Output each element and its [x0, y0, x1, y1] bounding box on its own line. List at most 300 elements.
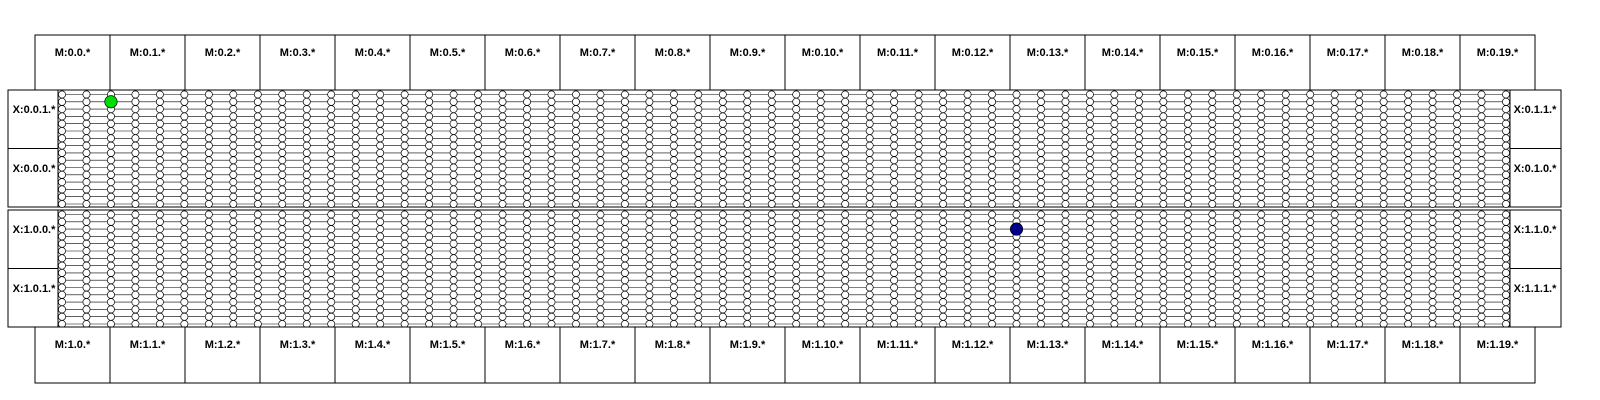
grid-node	[1209, 218, 1216, 225]
bottom-module-box	[1010, 327, 1085, 383]
grid-node	[377, 255, 384, 262]
grid-node	[523, 240, 530, 247]
grid-node	[58, 135, 65, 142]
grid-node	[132, 299, 139, 306]
grid-node	[1429, 113, 1436, 120]
grid-node	[988, 193, 995, 200]
grid-node	[768, 226, 775, 233]
grid-node	[719, 164, 726, 171]
grid-node	[719, 106, 726, 113]
grid-node	[1013, 120, 1020, 127]
grid-node	[1502, 106, 1509, 113]
grid-node	[1013, 299, 1020, 306]
grid-node	[548, 262, 555, 269]
grid-node	[474, 135, 481, 142]
grid-node	[58, 157, 65, 164]
grid-node	[1160, 200, 1167, 207]
grid-node	[1307, 226, 1314, 233]
grid-node	[548, 226, 555, 233]
grid-node	[1037, 142, 1044, 149]
grid-node	[572, 98, 579, 105]
grid-node	[1502, 247, 1509, 254]
grid-node	[1453, 247, 1460, 254]
grid-node	[1062, 179, 1069, 186]
grid-node	[1282, 120, 1289, 127]
grid-node	[474, 179, 481, 186]
grid-node	[254, 255, 261, 262]
grid-node	[548, 247, 555, 254]
grid-node	[1037, 135, 1044, 142]
grid-node	[621, 218, 628, 225]
grid-node	[230, 91, 237, 98]
grid-node	[1453, 277, 1460, 284]
grid-node	[1405, 157, 1412, 164]
grid-node	[621, 149, 628, 156]
grid-node	[132, 218, 139, 225]
grid-node	[842, 277, 849, 284]
grid-node	[474, 157, 481, 164]
grid-node	[1160, 247, 1167, 254]
grid-node	[988, 240, 995, 247]
grid-node	[499, 200, 506, 207]
top-module-box	[860, 35, 935, 90]
grid-node	[156, 247, 163, 254]
grid-node	[646, 277, 653, 284]
top-module-label: M:0.17.*	[1326, 46, 1369, 59]
grid-node	[132, 306, 139, 313]
grid-node	[1356, 262, 1363, 269]
grid-node	[891, 113, 898, 120]
grid-node	[939, 113, 946, 120]
grid-node	[1209, 127, 1216, 134]
grid-node	[426, 164, 433, 171]
grid-node	[1062, 171, 1069, 178]
grid-node	[1405, 113, 1412, 120]
grid-node	[1478, 218, 1485, 225]
grid-node	[597, 313, 604, 320]
grid-node	[1380, 233, 1387, 240]
grid-node	[719, 255, 726, 262]
grid-node	[1380, 120, 1387, 127]
grid-node	[58, 120, 65, 127]
grid-node	[1233, 193, 1240, 200]
grid-node	[230, 200, 237, 207]
grid-node	[719, 142, 726, 149]
grid-node	[352, 313, 359, 320]
grid-node	[1405, 291, 1412, 298]
top-module-box	[710, 35, 785, 90]
grid-node	[328, 157, 335, 164]
grid-node	[230, 240, 237, 247]
grid-node	[548, 149, 555, 156]
grid-node	[1135, 255, 1142, 262]
grid-node	[499, 262, 506, 269]
grid-node	[377, 291, 384, 298]
grid-node	[181, 306, 188, 313]
grid-node	[58, 142, 65, 149]
grid-node	[646, 186, 653, 193]
grid-node	[254, 98, 261, 105]
grid-node	[1135, 164, 1142, 171]
grid-node	[1135, 233, 1142, 240]
grid-node	[377, 142, 384, 149]
grid-node	[1037, 218, 1044, 225]
grid-node	[1356, 277, 1363, 284]
grid-node	[768, 200, 775, 207]
grid-node	[156, 149, 163, 156]
grid-node	[768, 233, 775, 240]
top-module-label: M:0.5.*	[429, 46, 466, 59]
grid-node	[426, 247, 433, 254]
grid-node	[768, 135, 775, 142]
grid-node	[572, 113, 579, 120]
grid-node	[1429, 284, 1436, 291]
grid-node	[1258, 291, 1265, 298]
grid-node	[768, 157, 775, 164]
bottom-module-box	[1460, 327, 1535, 383]
grid-node	[303, 233, 310, 240]
grid-node	[523, 291, 530, 298]
grid-node	[474, 120, 481, 127]
grid-node	[279, 218, 286, 225]
grid-node	[939, 142, 946, 149]
grid-node	[1307, 200, 1314, 207]
grid-node	[1086, 98, 1093, 105]
grid-node	[1429, 171, 1436, 178]
grid-node	[58, 98, 65, 105]
grid-node	[964, 313, 971, 320]
grid-node	[499, 211, 506, 218]
grid-node	[817, 255, 824, 262]
grid-node	[1184, 291, 1191, 298]
grid-node	[1184, 127, 1191, 134]
grid-node	[939, 171, 946, 178]
grid-node	[1258, 284, 1265, 291]
grid-node	[1502, 149, 1509, 156]
top-module-labels	[35, 35, 1535, 90]
grid-node	[1356, 313, 1363, 320]
grid-node	[58, 313, 65, 320]
grid-node	[1184, 218, 1191, 225]
grid-node	[646, 284, 653, 291]
top-module-box	[785, 35, 860, 90]
grid-node	[793, 171, 800, 178]
grid-node	[426, 262, 433, 269]
grid-node	[205, 291, 212, 298]
grid-node	[646, 142, 653, 149]
grid-node	[670, 226, 677, 233]
grid-node	[793, 200, 800, 207]
grid-node	[1062, 233, 1069, 240]
grid-node	[1502, 269, 1509, 276]
bottom-module-box	[635, 327, 710, 383]
grid-node	[1135, 127, 1142, 134]
grid-node	[695, 186, 702, 193]
grid-node	[1209, 186, 1216, 193]
grid-node	[842, 247, 849, 254]
top-module-label: M:0.18.*	[1401, 46, 1444, 59]
grid-node	[181, 313, 188, 320]
grid-node	[83, 120, 90, 127]
grid-node	[621, 98, 628, 105]
grid-node	[866, 106, 873, 113]
grid-node	[939, 193, 946, 200]
grid-node	[1331, 269, 1338, 276]
grid-node	[915, 306, 922, 313]
grid-node	[646, 226, 653, 233]
grid-node	[181, 233, 188, 240]
grid-node	[866, 113, 873, 120]
bottom-module-box	[185, 327, 260, 383]
grid-node	[401, 277, 408, 284]
grid-node	[1331, 313, 1338, 320]
grid-node	[1502, 186, 1509, 193]
grid-node	[1405, 193, 1412, 200]
grid-node	[621, 262, 628, 269]
grid-node	[1233, 291, 1240, 298]
grid-node	[670, 211, 677, 218]
grid-node	[988, 226, 995, 233]
grid-node	[1307, 120, 1314, 127]
grid-node	[1135, 226, 1142, 233]
grid-node	[474, 149, 481, 156]
grid-node	[1037, 226, 1044, 233]
grid-node	[1380, 291, 1387, 298]
grid-node	[1062, 186, 1069, 193]
grid-node	[1331, 240, 1338, 247]
grid-node	[1258, 113, 1265, 120]
grid-node	[1013, 171, 1020, 178]
grid-node	[744, 149, 751, 156]
grid-node	[83, 171, 90, 178]
grid-node	[450, 262, 457, 269]
grid-node	[523, 186, 530, 193]
grid-node	[964, 262, 971, 269]
grid-node	[401, 171, 408, 178]
grid-node	[621, 171, 628, 178]
grid-node	[1380, 284, 1387, 291]
grid-node	[205, 149, 212, 156]
grid-node	[1062, 135, 1069, 142]
grid-node	[964, 127, 971, 134]
grid-node	[1380, 306, 1387, 313]
grid-node	[1356, 226, 1363, 233]
grid-node	[1331, 171, 1338, 178]
grid-node	[303, 98, 310, 105]
grid-node	[719, 218, 726, 225]
grid-node	[1307, 291, 1314, 298]
grid-node	[964, 171, 971, 178]
grid-node	[793, 233, 800, 240]
grid-node	[156, 135, 163, 142]
grid-node	[1062, 262, 1069, 269]
grid-node	[793, 313, 800, 320]
grid-node	[401, 291, 408, 298]
grid-node	[83, 291, 90, 298]
grid-node	[1502, 218, 1509, 225]
grid-node	[279, 91, 286, 98]
grid-node	[83, 164, 90, 171]
grid-node	[670, 247, 677, 254]
grid-node	[1209, 240, 1216, 247]
grid-node	[817, 120, 824, 127]
grid-node	[132, 98, 139, 105]
grid-node	[1380, 277, 1387, 284]
grid-node	[670, 186, 677, 193]
grid-node	[768, 277, 775, 284]
grid-node	[572, 142, 579, 149]
grid-node	[1135, 157, 1142, 164]
bottom-module-labels	[35, 327, 1535, 383]
grid-node	[1453, 164, 1460, 171]
grid-node	[988, 171, 995, 178]
grid-node	[1037, 247, 1044, 254]
top-module-box	[1160, 35, 1235, 90]
grid-node	[230, 262, 237, 269]
grid-node	[254, 233, 261, 240]
grid-node	[205, 306, 212, 313]
grid-node	[572, 171, 579, 178]
grid-node	[744, 127, 751, 134]
grid-node	[181, 179, 188, 186]
grid-node	[352, 255, 359, 262]
grid-node	[646, 135, 653, 142]
grid-node	[1184, 164, 1191, 171]
grid-node	[1086, 149, 1093, 156]
grid-node	[1380, 113, 1387, 120]
grid-node	[1013, 240, 1020, 247]
grid-node	[670, 291, 677, 298]
grid-node	[1282, 306, 1289, 313]
grid-node	[450, 218, 457, 225]
grid-node	[377, 91, 384, 98]
grid-node	[866, 135, 873, 142]
grid-node	[328, 149, 335, 156]
blue-node	[1010, 223, 1022, 235]
grid-node	[1160, 171, 1167, 178]
grid-node	[523, 313, 530, 320]
grid-node	[768, 218, 775, 225]
grid-node	[939, 186, 946, 193]
grid-node	[744, 211, 751, 218]
grid-node	[156, 277, 163, 284]
grid-node	[1356, 200, 1363, 207]
grid-node	[83, 211, 90, 218]
grid-node	[915, 113, 922, 120]
grid-node	[1453, 113, 1460, 120]
grid-node	[793, 255, 800, 262]
grid-node	[377, 149, 384, 156]
grid-node	[1184, 171, 1191, 178]
grid-node	[205, 284, 212, 291]
grid-node	[474, 127, 481, 134]
grid-node	[817, 157, 824, 164]
grid-node	[964, 277, 971, 284]
grid-node	[1429, 313, 1436, 320]
grid-node	[1086, 171, 1093, 178]
grid-node	[1258, 233, 1265, 240]
grid-node	[842, 240, 849, 247]
grid-node	[1111, 218, 1118, 225]
grid-node	[523, 164, 530, 171]
grid-node	[793, 193, 800, 200]
grid-node	[1405, 106, 1412, 113]
grid-node	[58, 91, 65, 98]
grid-node	[1282, 233, 1289, 240]
grid-node	[1233, 233, 1240, 240]
grid-node	[1331, 299, 1338, 306]
grid-node	[377, 299, 384, 306]
grid-node	[1233, 127, 1240, 134]
grid-node	[719, 171, 726, 178]
grid-node	[450, 226, 457, 233]
grid-node	[572, 135, 579, 142]
grid-node	[1160, 255, 1167, 262]
grid-node	[1160, 269, 1167, 276]
grid-node	[1184, 200, 1191, 207]
grid-node	[695, 98, 702, 105]
grid-node	[401, 306, 408, 313]
grid-node	[866, 193, 873, 200]
grid-node	[107, 247, 114, 254]
grid-node	[254, 211, 261, 218]
grid-node	[499, 218, 506, 225]
grid-node	[1478, 269, 1485, 276]
grid-node	[1013, 255, 1020, 262]
grid-node	[1429, 247, 1436, 254]
grid-node	[1209, 113, 1216, 120]
grid-node	[1062, 313, 1069, 320]
grid-node	[1331, 284, 1338, 291]
grid-node	[621, 135, 628, 142]
grid-node	[915, 157, 922, 164]
grid-node	[426, 313, 433, 320]
grid-node	[499, 171, 506, 178]
grid-node	[1233, 262, 1240, 269]
grid-node	[1331, 226, 1338, 233]
grid-node	[1307, 240, 1314, 247]
grid-node	[1307, 157, 1314, 164]
grid-node	[303, 186, 310, 193]
grid-node	[1453, 120, 1460, 127]
grid-node	[768, 247, 775, 254]
grid-node	[1478, 179, 1485, 186]
grid-node	[964, 240, 971, 247]
grid-node	[230, 179, 237, 186]
grid-node	[548, 164, 555, 171]
grid-node	[205, 157, 212, 164]
grid-node	[205, 171, 212, 178]
grid-node	[1111, 113, 1118, 120]
grid-node	[572, 247, 579, 254]
grid-node	[793, 269, 800, 276]
grid-node	[1160, 149, 1167, 156]
grid-node	[1086, 113, 1093, 120]
grid-node	[1013, 98, 1020, 105]
grid-node	[499, 313, 506, 320]
grid-node	[793, 306, 800, 313]
grid-node	[1233, 113, 1240, 120]
grid-node	[744, 135, 751, 142]
grid-node	[499, 179, 506, 186]
grid-node	[1209, 233, 1216, 240]
grid-node	[988, 262, 995, 269]
grid-node	[1453, 291, 1460, 298]
grid-node	[695, 200, 702, 207]
grid-node	[597, 255, 604, 262]
grid-node	[939, 98, 946, 105]
grid-node	[842, 142, 849, 149]
